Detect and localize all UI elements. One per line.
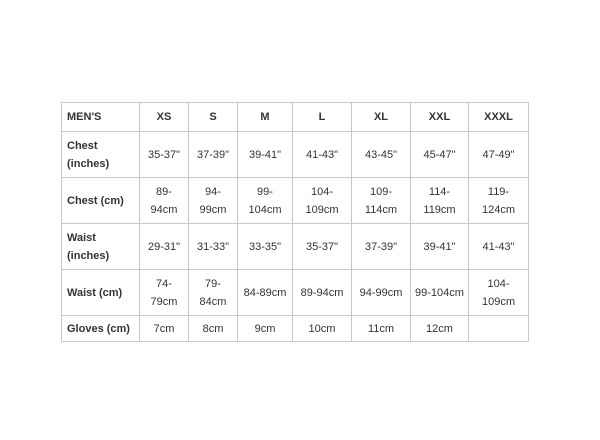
cell-line: 104- — [310, 185, 334, 198]
header-cell: M — [238, 103, 293, 132]
table-cell — [140, 224, 189, 270]
row-label-line: (inches) — [67, 249, 110, 262]
cell-line: 8cm — [202, 322, 224, 335]
table-cell — [238, 178, 293, 224]
header-cell: S — [189, 103, 238, 132]
cell-line: 124cm — [481, 203, 516, 216]
table-cell — [411, 224, 469, 270]
row-label-line: Chest — [67, 139, 98, 152]
cell-line: 109cm — [305, 203, 339, 216]
header-cell: XXXL — [469, 103, 529, 132]
cell-line: 94cm — [150, 203, 178, 216]
table-cell — [352, 316, 411, 342]
table-cell — [293, 224, 352, 270]
header-cell: XS — [140, 103, 189, 132]
cell-line: 99- — [257, 185, 273, 198]
cell-line: 45-47" — [423, 148, 456, 161]
header-cell: XXL — [411, 103, 469, 132]
cell-line: 35-37" — [305, 240, 339, 253]
row-label — [62, 132, 140, 178]
table-cell — [352, 178, 411, 224]
cell-line: 99-104cm — [415, 286, 464, 299]
row-label — [62, 224, 140, 270]
row-label — [62, 270, 140, 316]
table-cell — [352, 270, 411, 316]
table-cell — [469, 316, 529, 342]
row-label — [62, 178, 140, 224]
cell-line: 84-89cm — [243, 286, 287, 299]
header-row — [62, 103, 529, 132]
row-label-line: Waist (cm) — [67, 286, 123, 299]
table-cell — [293, 316, 352, 342]
table-cell — [189, 224, 238, 270]
table-row — [62, 316, 529, 342]
cell-line: 114cm — [364, 203, 398, 216]
row-label-line: (inches) — [67, 157, 110, 170]
table-row — [62, 224, 529, 270]
table-cell — [140, 178, 189, 224]
cell-line: 47-49" — [482, 148, 515, 161]
table-cell — [411, 132, 469, 178]
table-cell — [189, 178, 238, 224]
table-cell — [140, 316, 189, 342]
cell-line: 99cm — [199, 203, 227, 216]
row-label-line: Waist — [67, 231, 96, 244]
cell-line: 29-31" — [147, 240, 181, 253]
cell-line: 39-41" — [423, 240, 456, 253]
header-cell: L — [293, 103, 352, 132]
cell-line: 89-94cm — [300, 286, 344, 299]
header-cell: MEN'S — [62, 103, 140, 132]
cell-line: 9cm — [254, 322, 276, 335]
table-cell — [469, 178, 529, 224]
cell-line: 94-99cm — [359, 286, 403, 299]
cell-line: 109cm — [481, 295, 516, 308]
cell-line: 114- — [428, 185, 451, 198]
table-cell — [238, 316, 293, 342]
cell-line: 94- — [205, 185, 221, 198]
cell-line: 89- — [156, 185, 172, 198]
cell-line: 109- — [369, 185, 393, 198]
cell-line: 37-39" — [196, 148, 230, 161]
table-cell — [140, 132, 189, 178]
cell-line: 74- — [156, 277, 172, 290]
table-cell — [238, 270, 293, 316]
cell-line: 7cm — [153, 322, 175, 335]
row-label-line: Gloves (cm) — [67, 322, 130, 335]
cell-line: 119cm — [423, 203, 456, 216]
row-label — [62, 316, 140, 342]
cell-line: 39-41" — [248, 148, 282, 161]
size-chart-table — [61, 102, 529, 342]
table-cell — [189, 270, 238, 316]
cell-line: 104cm — [248, 203, 282, 216]
cell-line: 41-43" — [305, 148, 339, 161]
cell-line: 41-43" — [482, 240, 515, 253]
table-cell — [293, 132, 352, 178]
cell-line: 11cm — [367, 322, 395, 335]
table-cell — [469, 132, 529, 178]
cell-line: 79cm — [150, 295, 178, 308]
table-cell — [293, 178, 352, 224]
cell-line: 79- — [205, 277, 221, 290]
cell-line: 12cm — [426, 322, 453, 335]
cell-line: 35-37" — [147, 148, 181, 161]
table-row — [62, 132, 529, 178]
table-cell — [238, 224, 293, 270]
table-cell — [469, 270, 529, 316]
table-cell — [189, 316, 238, 342]
cell-line: 10cm — [308, 322, 336, 335]
header-cell: XL — [352, 103, 411, 132]
cell-line: 84cm — [199, 295, 227, 308]
cell-line: 104- — [487, 277, 510, 290]
cell-line: 33-35" — [248, 240, 282, 253]
table-cell — [411, 178, 469, 224]
table-cell — [411, 316, 469, 342]
table-cell — [293, 270, 352, 316]
table-cell — [140, 270, 189, 316]
cell-line: 43-45" — [364, 148, 398, 161]
table-cell — [352, 132, 411, 178]
cell-line: 31-33" — [196, 240, 230, 253]
table-row — [62, 270, 529, 316]
table-row — [62, 178, 529, 224]
table-cell — [469, 224, 529, 270]
table-cell — [352, 224, 411, 270]
cell-line: 119- — [487, 185, 510, 198]
row-label-line: Chest (cm) — [67, 194, 124, 207]
table-cell — [411, 270, 469, 316]
cell-line: 37-39" — [364, 240, 398, 253]
table-cell — [189, 132, 238, 178]
table-cell — [238, 132, 293, 178]
